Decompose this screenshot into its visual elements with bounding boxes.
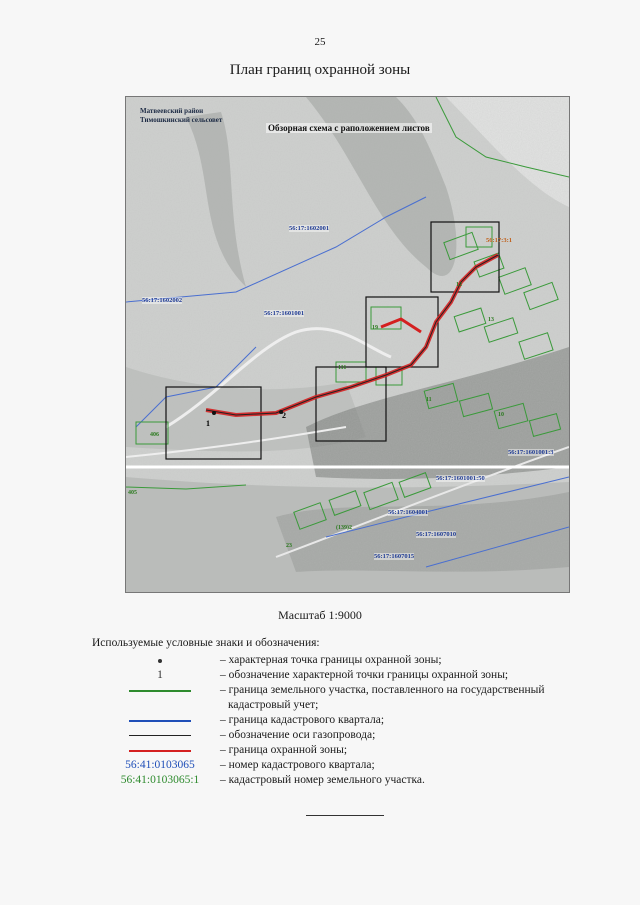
- bottom-divider: [306, 815, 384, 816]
- legend-text: – граница кадастрового квартала;: [220, 714, 385, 726]
- legend-text: – граница земельного участка, поставленного на государственный: [220, 684, 545, 696]
- legend-text: – кадастровый номер земельного участка.: [220, 774, 425, 786]
- quarter-label: 56:17:1601001:3: [508, 449, 554, 456]
- parcel-label: 12: [456, 282, 462, 288]
- black-line-icon: [100, 728, 220, 743]
- legend-row-quarter-number: [100, 758, 620, 773]
- legend-text: кадастровый учет;: [228, 699, 319, 711]
- parcel-label: 19: [372, 325, 378, 331]
- point-label: 2: [282, 411, 286, 420]
- quarter-label: 56:17:1602001: [289, 225, 330, 232]
- parcel-label: 11: [426, 397, 432, 403]
- legend-symbol-text: 1: [157, 669, 163, 681]
- legend-row-gas-axis: [100, 728, 620, 743]
- council-name: Тимошкинский сельсовет: [140, 116, 223, 124]
- legend-title: Используемые условные знаки и обозначения:: [92, 637, 320, 649]
- point-symbol-icon: [100, 653, 220, 668]
- quarter-label: 56:17:1604001: [388, 509, 429, 516]
- legend: [100, 653, 620, 788]
- map-heading: Обзорная схема с раположением листов: [268, 123, 430, 133]
- parcel-label: 111: [338, 365, 347, 371]
- legend-row-zone: [100, 743, 620, 758]
- parcel-label: 10: [498, 412, 504, 418]
- quarter-label: 56:17:1602002: [142, 297, 183, 304]
- legend-text: – обозначение характерной точки границы охранной зоны;: [220, 669, 509, 681]
- green-line-icon: [100, 683, 220, 698]
- parcel-label: (139)2: [336, 525, 352, 531]
- parcel-label: 406: [150, 432, 159, 438]
- legend-text: – номер кадастрового квартала;: [220, 759, 375, 771]
- legend-row-parcel: [100, 683, 620, 698]
- page-number: 25: [314, 36, 326, 48]
- quarter-label: 56:17:1607015: [374, 553, 415, 560]
- parcel-label: 23: [286, 543, 292, 549]
- quarter-label: 56:17:1601001: [264, 310, 305, 317]
- blue-line-icon: [100, 713, 220, 728]
- legend-row-parcel-number: [100, 773, 620, 788]
- map-graphic: [126, 97, 569, 592]
- quarter-label: 56:17:1607010: [416, 531, 457, 538]
- legend-row-point-number: [100, 668, 620, 683]
- legend-text: – обозначение оси газопровода;: [220, 729, 376, 741]
- district-label: [140, 107, 222, 125]
- orange-parcel-label: 56:17:3:1: [486, 237, 512, 244]
- legend-symbol-text: 56:41:0103065: [125, 759, 195, 771]
- parcel-label: 13: [488, 317, 494, 323]
- legend-symbol-text: 56:41:0103065:1: [120, 774, 200, 786]
- legend-row-continuation: [100, 698, 620, 713]
- legend-row-quarter: [100, 713, 620, 728]
- legend-text: – граница охранной зоны;: [220, 744, 348, 756]
- legend-text: – характерная точка границы охранной зоны;: [220, 654, 442, 666]
- point-label: 1: [206, 419, 210, 428]
- map-scale: Масштаб 1:9000: [278, 608, 362, 622]
- quarter-label: 56:17:1601001:50: [436, 475, 485, 482]
- red-line-icon: [100, 743, 220, 758]
- overview-map: [125, 96, 570, 593]
- page-title: План границ охранной зоны: [229, 62, 411, 78]
- legend-row-point: [100, 653, 620, 668]
- parcel-label: 405: [128, 490, 137, 496]
- district-name: Матвеевский район: [140, 107, 204, 115]
